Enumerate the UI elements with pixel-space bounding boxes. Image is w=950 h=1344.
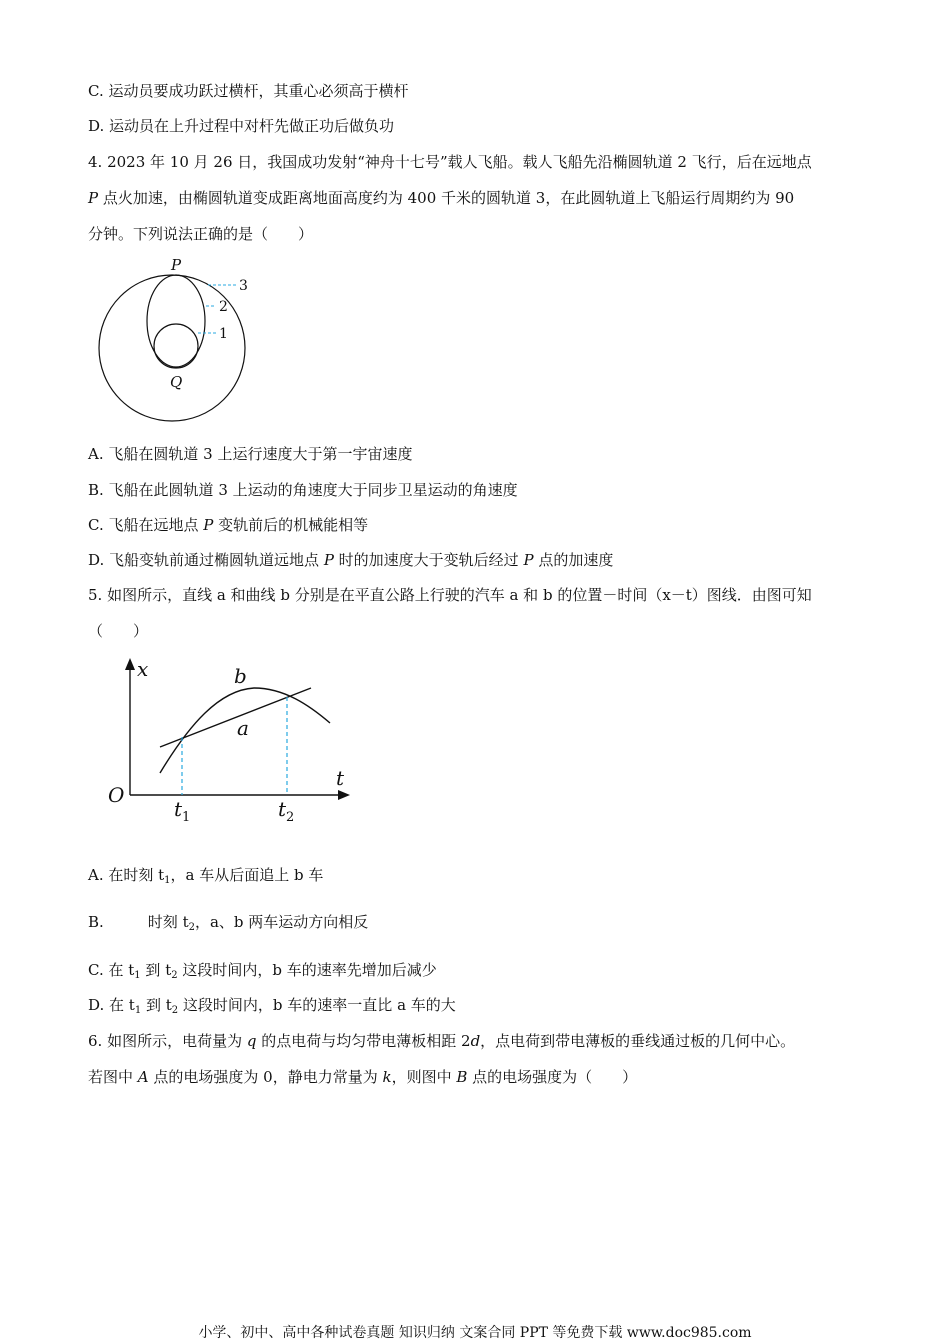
label-3: 3 [239, 278, 248, 294]
q4-symbol-p: P [88, 189, 99, 207]
page-footer: 小学、初中、高中各种试卷真题 知识归纳 文案合同 PPT 等免费下载 www.doc985.com [198, 1325, 752, 1341]
orbit-diagram [96, 252, 266, 427]
q5-stem-line1: 5. 如图所示，直线 a 和曲线 b 分别是在平直公路上行驶的汽车 a 和 b 的位置－时间（x－t）图线．由图可知 [88, 586, 812, 604]
y-axis-arrow [125, 658, 135, 670]
q6-stem-line2: 若图中 A 点的电场强度为 0，静电力常量为 k，则图中 B 点的电场强度为（ ） [88, 1068, 638, 1086]
label-2: 2 [219, 299, 228, 315]
q4-stem-line2-text: 点火加速，由椭圆轨道变成距离地面高度约为 400 千米的圆轨道 3，在此圆轨道上飞船运行周期约为 90 [98, 189, 795, 207]
q5-option-a: A. 在时刻 $t_1$，a 车从后面追上 b 车 [88, 866, 324, 886]
label-q: Q [170, 373, 183, 391]
t1-label: $t_1$ [174, 797, 191, 825]
q4-option-a: A. 飞船在圆轨道 3 上运行速度大于第一宇宙速度 [88, 445, 413, 463]
xt-graph [104, 655, 364, 830]
q4-stem-line1: 4. 2023 年 10 月 26 日，我国成功发射“神舟十七号”载人飞船。载人飞船先沿椭圆轨道 2 飞行，后在远地点 [88, 153, 812, 171]
q4-option-b: B. 飞船在此圆轨道 3 上运动的角速度大于同步卫星运动的角速度 [88, 481, 518, 499]
q6-stem-line1: 6. 如图所示，电荷量为 q 的点电荷与均匀带电薄板相距 2d，点电荷到带电薄板的垂线通过板的几何中心。 [88, 1032, 796, 1050]
q3-option-c: C. 运动员要成功跃过横杆，其重心必须高于横杆 [88, 82, 409, 100]
y-axis-label: x [137, 657, 149, 681]
orbit-3-circle [99, 275, 245, 421]
q5-option-b: B. 时刻 $t_2$，a、b 两车运动方向相反 [88, 913, 369, 933]
q5-stem-line2: （ ） [88, 622, 149, 640]
curve-b-label: b [234, 664, 247, 688]
t2-label: $t_2$ [278, 797, 295, 825]
q4-option-d: D. 飞船变轨前通过椭圆轨道远地点 P 时的加速度大于变轨后经过 P 点的加速度 [88, 551, 614, 569]
line-a-label: a [237, 716, 249, 740]
x-axis-arrow [338, 790, 350, 800]
x-axis-label: t [336, 766, 345, 790]
q5-option-d: D. 在 $t_1$ 到 $t_2$ 这段时间内，b 车的速率一直比 a 车的大 [88, 996, 456, 1016]
origin-label: O [108, 783, 125, 807]
q4-stem-line3: 分钟。下列说法正确的是（ ） [88, 225, 314, 243]
line-a [160, 688, 311, 747]
q4-stem-line2 [88, 188, 794, 208]
q3-option-d: D. 运动员在上升过程中对杆先做正功后做负功 [88, 117, 395, 135]
q4-option-c: C. 飞船在远地点 P 变轨前后的机械能相等 [88, 516, 369, 534]
label-p: P [171, 256, 182, 274]
orbit-1-circle [154, 324, 198, 368]
label-1: 1 [219, 326, 228, 342]
q5-option-c: C. 在 $t_1$ 到 $t_2$ 这段时间内，b 车的速率先增加后减少 [88, 961, 437, 981]
